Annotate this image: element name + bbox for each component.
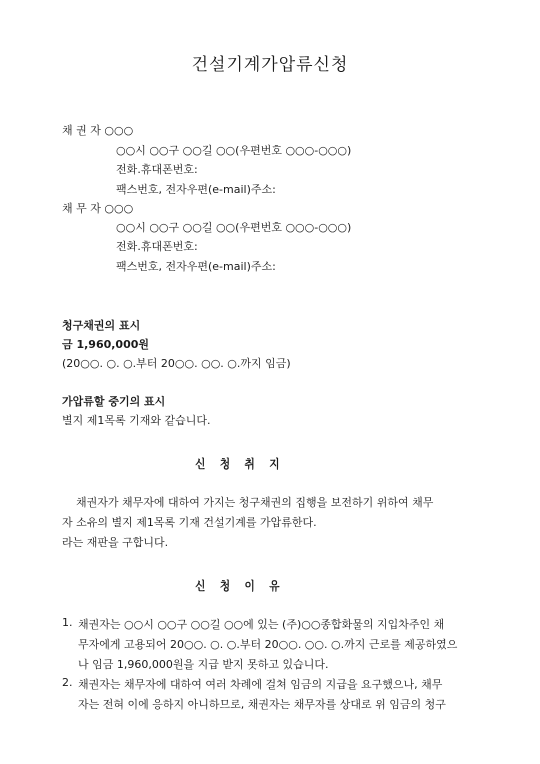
debtor-label: 채 무 자 ○○○: [62, 202, 134, 215]
creditor-label: 채 권 자 ○○○: [62, 124, 134, 137]
reason-1-line-3: 나 임금 1,960,000원을 지급 받지 못하고 있습니다.: [78, 658, 329, 671]
claim-heading: 청구채권의 표시: [62, 319, 141, 332]
purpose-line-3: 라는 재판을 구합니다.: [62, 536, 169, 549]
creditor-fax: 팩스번호, 전자우편(e-mail)주소:: [116, 183, 276, 196]
debtor-phone: 전화․휴대폰번호:: [116, 240, 198, 253]
debtor-address: ○○시 ○○구 ○○길 ○○(우편번호 ○○○-○○○): [116, 221, 352, 234]
purpose-heading: 신 청 취 지: [195, 457, 285, 471]
reasons-heading: 신 청 이 유: [195, 579, 285, 593]
creditor-phone: 전화․휴대폰번호:: [116, 163, 198, 176]
reason-2-number: 2.: [62, 676, 73, 689]
claim-detail: (20○○. ○. ○.부터 20○○. ○○. ○.까지 임금): [62, 357, 291, 370]
reason-1-line-2: 무자에게 고용되어 20○○. ○. ○.부터 20○○. ○○. ○.까지 근로를 제공하였으: [78, 638, 458, 651]
reason-1-number: 1.: [62, 616, 73, 629]
purpose-line-2: 자 소유의 별지 제1목록 기재 건설기계를 가압류한다.: [62, 516, 317, 529]
reason-2-line-2: 자는 전혀 이에 응하지 아니하므로, 채권자는 채무자를 상대로 위 임금의 청구: [78, 698, 446, 711]
debtor-fax: 팩스번호, 전자우편(e-mail)주소:: [116, 260, 276, 273]
target-heading: 가압류할 중기의 표시: [62, 395, 166, 408]
reason-2-line-1: 채권자는 채무자에 대하여 여러 차례에 걸쳐 임금의 지급을 요구했으나, 채무: [78, 678, 443, 691]
reason-1-line-1: 채권자는 ○○시 ○○구 ○○길 ○○에 있는 (주)○○종합화물의 지입차주인 채: [78, 618, 445, 631]
creditor-name: ○○○: [104, 124, 134, 137]
purpose-line-1: 채권자가 채무자에 대하여 가지는 청구채권의 집행을 보전하기 위하여 채무: [76, 496, 434, 509]
target-detail: 별지 제1목록 기재와 같습니다.: [62, 414, 211, 427]
creditor-address: ○○시 ○○구 ○○길 ○○(우편번호 ○○○-○○○): [116, 144, 352, 157]
claim-amount: 금 1,960,000원: [62, 338, 150, 351]
document-title: 건설기계가압류신청: [191, 55, 349, 75]
debtor-name: ○○○: [104, 202, 134, 215]
